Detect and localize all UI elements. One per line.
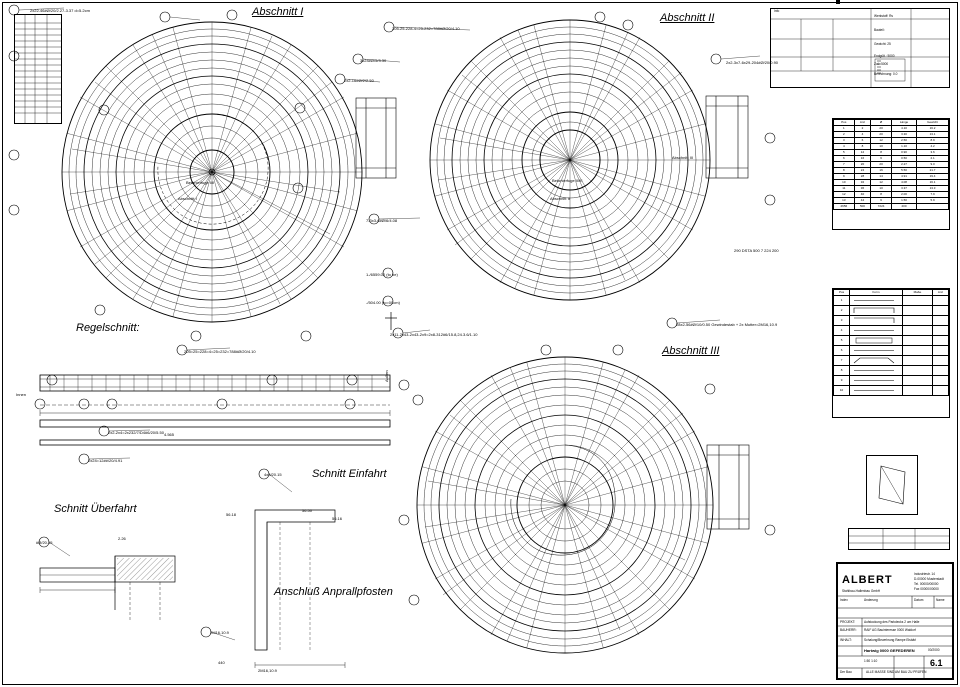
dim-label-2: 440 <box>218 660 225 665</box>
cell: 16.1 <box>917 180 949 186</box>
cell: 5 <box>834 336 850 346</box>
info-label-1: Info <box>774 9 780 13</box>
cell: 3.6 <box>917 150 949 156</box>
row-label-projekt: PROJEKT: <box>840 620 856 624</box>
title-abschnitt-2: Abschnitt II <box>660 12 715 24</box>
cell: 8 <box>834 366 850 376</box>
cell: 1 <box>834 126 855 132</box>
cell: 13.1 <box>917 132 949 138</box>
cell: 1.10 <box>891 144 916 150</box>
cell: 3 <box>834 316 850 326</box>
address-line-3: Tel. 00000/00000 <box>914 582 939 586</box>
cell: 200 <box>891 204 916 210</box>
cell: 9 <box>834 376 850 386</box>
title-schnitt-einfahrt: Schnitt Einfahrt <box>312 468 387 480</box>
col-mass: Maße <box>902 290 932 296</box>
footer-note: ALLE MASSE SIND AM BAU ZU PRÜFEN <box>866 670 927 674</box>
date-value: 00/2000 <box>928 648 940 652</box>
note-label-top: 2x22-46#Ø/20/2.27-3.37 d=5.2cm <box>30 8 90 13</box>
cell: 2.1 <box>917 156 949 162</box>
note-n8: 28x2-56#Ø/10/0.50 Gewindestab + 2x Mutter=2M16,10.9 <box>676 322 778 327</box>
cell: 4.08 <box>891 180 916 186</box>
note-n14: 2x2-2x4=2x232/7/D4#6/20/5.50 <box>108 430 164 435</box>
col-anz: Anz <box>932 290 948 296</box>
title-anschluss-anprallpfosten: Anschluß Anprallpfosten <box>274 586 393 598</box>
note-n10: 2x2-3x7-6x29-204#Ø/20/0.90 <box>726 60 779 65</box>
note-n11: 1-/6559.00 (to be) <box>366 272 398 277</box>
note-n9: 290 DSTA 500 7 224 200 <box>734 248 779 253</box>
address-line-4: Fax 00000/00000 <box>914 587 939 591</box>
cell: 5 <box>834 150 855 156</box>
cell: 4 <box>834 326 850 336</box>
cell: 13 <box>834 198 855 204</box>
note-n17: 4x8/20.15 <box>264 472 282 477</box>
cell: 7 <box>834 356 850 366</box>
cell: 2 <box>854 126 871 132</box>
cell: 2656 <box>834 204 855 210</box>
cell: 6 <box>871 198 892 204</box>
cell: 9.0 <box>917 162 949 168</box>
col-pos: Pos <box>834 120 855 126</box>
scale-value: 1:50 1:10 <box>864 659 878 663</box>
title-abschnitt-1: Abschnitt I <box>252 6 304 18</box>
col-pos: Pos <box>834 290 850 296</box>
cell: 8 <box>871 150 892 156</box>
callout-betonierfuge-1: Betonierfuge I/II <box>186 180 215 185</box>
cell: 8 <box>871 192 892 198</box>
cell: 2 <box>834 132 855 138</box>
rev-index-label: Index <box>840 598 848 602</box>
row-label-inhalt: INHALT: <box>840 638 852 642</box>
callout-abschnitt-2-inner: Abschnitt II <box>550 196 570 201</box>
drawn-by: Hartwig 0000 GEFEDEREN <box>864 648 915 653</box>
cell: 19.4 <box>917 174 949 180</box>
cell: 4.91 <box>891 174 916 180</box>
cell: 7 <box>834 162 855 168</box>
note-n13: 205=25=228=4=25=232=788#Ø/20/4.10 <box>184 349 256 354</box>
address-line-1: Industriestr. 14 <box>914 572 935 576</box>
note-n18: #Ø/20.15 <box>36 540 53 545</box>
dim-label-5: 56.16 <box>332 516 343 521</box>
dim-label-3: 2.26 <box>118 536 126 541</box>
note-n6: 2x11-2x43-2x43-2x9=2x8-312#6/15.8,24.3.6/1.10 <box>390 332 478 337</box>
cell: 44 <box>854 198 871 204</box>
callout-innen: Innen <box>16 392 27 397</box>
cell: 21.7 <box>917 168 949 174</box>
company-subtitle: Stahlbau-Hallenbau GmbH <box>842 589 881 593</box>
note-n2: 205-25-228-4=25-232=788#Ø/20/4.10 <box>392 26 460 31</box>
cell: 20 <box>854 162 871 168</box>
col-anz: Anz <box>854 120 871 126</box>
cell: 5.50 <box>891 168 916 174</box>
callout-abschnitt-1-inner: Abschnitt I <box>178 196 197 201</box>
cell: 12 <box>871 138 892 144</box>
cell: 1 <box>834 296 850 306</box>
info-label-5: Endgült.: 5000 <box>874 54 895 58</box>
cell: 16 <box>854 156 871 162</box>
cell: 8.9 <box>917 138 949 144</box>
dim-label-6: 56.18 <box>226 512 237 517</box>
note-n3: 3x24#Ø/5/3.30 <box>360 58 387 63</box>
note-n15: 2x24=12##/20/4.91 <box>88 458 123 463</box>
col-dia: Ø <box>871 120 892 126</box>
title-abschnitt-3: Abschnitt III <box>662 345 720 357</box>
cell: 12 <box>834 192 855 198</box>
col-wt: Gewicht <box>917 120 949 126</box>
cell: 20 <box>871 126 892 132</box>
cell: 20 <box>871 162 892 168</box>
cell: 10 <box>834 180 855 186</box>
cell: 6 <box>854 138 871 144</box>
col-len: Länge <box>891 120 916 126</box>
callout-aussen: Außen <box>384 370 389 382</box>
col-form: Form <box>850 290 903 296</box>
cell: 3.37 <box>891 186 916 192</box>
rev-change-label: Änderung <box>864 598 878 602</box>
cell: 10 <box>834 386 850 396</box>
address-line-2: D-00000 Musterstadt <box>914 577 944 581</box>
cell: 24 <box>854 168 871 174</box>
cell: 500 <box>854 204 871 210</box>
cell: 10 <box>871 144 892 150</box>
cell: 4 <box>854 132 871 138</box>
cell: 6 <box>871 156 892 162</box>
title-schnitt-ueberfahrt: Schnitt Überfahrt <box>54 503 137 515</box>
cell: 12 <box>871 180 892 186</box>
info-label-6: Zul.: 5000 <box>874 62 889 66</box>
cell: 9 <box>834 174 855 180</box>
cell: 6 <box>834 156 855 162</box>
note-n16: 2M16,10.9 <box>258 668 277 673</box>
info-label-4: Gewicht: 25 <box>874 42 891 46</box>
row-value-inhalt: Schalung/Bewehrung Rampe Eisbärl <box>864 638 917 642</box>
note-n4: 2x2-16#Ø/2/2.50 <box>344 78 374 83</box>
cell: 6 <box>834 346 850 356</box>
info-label-2: Werkstoff: Rs <box>874 14 894 18</box>
row-label-bauherr: BAUHERR: <box>840 628 857 632</box>
note-n5: 7-3x3-6#Ø/6/4.08 <box>366 218 398 223</box>
rev-date-label: Datum <box>914 598 924 602</box>
cell: 7224 <box>871 204 892 210</box>
cell: 14 <box>871 174 892 180</box>
row-value-projekt: Aufstockung des Parkdecks 2 um Halle <box>864 620 920 624</box>
dim-label-1: 4.565 <box>164 432 175 437</box>
rev-name-label: Name <box>936 598 945 602</box>
callout-betonierfuge-2: Betonierfuge II/III <box>552 178 583 183</box>
cell: 36 <box>854 186 871 192</box>
cell: 8 <box>854 144 871 150</box>
cell: 2.27 <box>891 162 916 168</box>
cell: 2 <box>834 306 850 316</box>
cell: 16.2 <box>917 126 949 132</box>
row-value-bauherr: RAIF AG Bauinteresse 0000 Waldorf <box>864 628 916 632</box>
title-regelschnitt: Regelschnitt: <box>76 322 140 334</box>
cell: 5.9 <box>917 198 949 204</box>
company-name: ALBERT <box>842 574 893 586</box>
cell: 3 <box>834 138 855 144</box>
dim-label-4: 56.50 <box>302 508 313 513</box>
cell: 12 <box>854 150 871 156</box>
cell: 11 <box>834 186 855 192</box>
callout-abschnitt-iii-ref: Abschnitt III <box>672 155 693 160</box>
cell: 3.30 <box>891 132 916 138</box>
cell: 4.2 <box>917 144 949 150</box>
cell: 20 <box>871 132 892 138</box>
cell: 0.50 <box>891 156 916 162</box>
cell: 8 <box>834 168 855 174</box>
cell: 2.00 <box>891 192 916 198</box>
cell: 0.90 <box>891 150 916 156</box>
cell: 16 <box>871 168 892 174</box>
footer-left: Der Bau <box>840 670 852 674</box>
cell: 4.10 <box>891 126 916 132</box>
cell: 28 <box>854 174 871 180</box>
cell: 4 <box>834 144 855 150</box>
cell: 1.50 <box>891 198 916 204</box>
cell: 7.9 <box>917 192 949 198</box>
info-label-3: Bauteil: <box>874 28 885 32</box>
cell: 32 <box>854 180 871 186</box>
info-label-7: Berechnung: 0.0 <box>874 72 898 76</box>
sheet-number: 6.1 <box>930 658 943 668</box>
cell: 13.3 <box>917 186 949 192</box>
note-n12: -/504.00 (to=00cm) <box>366 300 400 305</box>
cell: 10 <box>871 186 892 192</box>
cell: 40 <box>854 192 871 198</box>
cell: 2.50 <box>891 138 916 144</box>
note-n19: 2M16,10.9 <box>210 630 229 635</box>
